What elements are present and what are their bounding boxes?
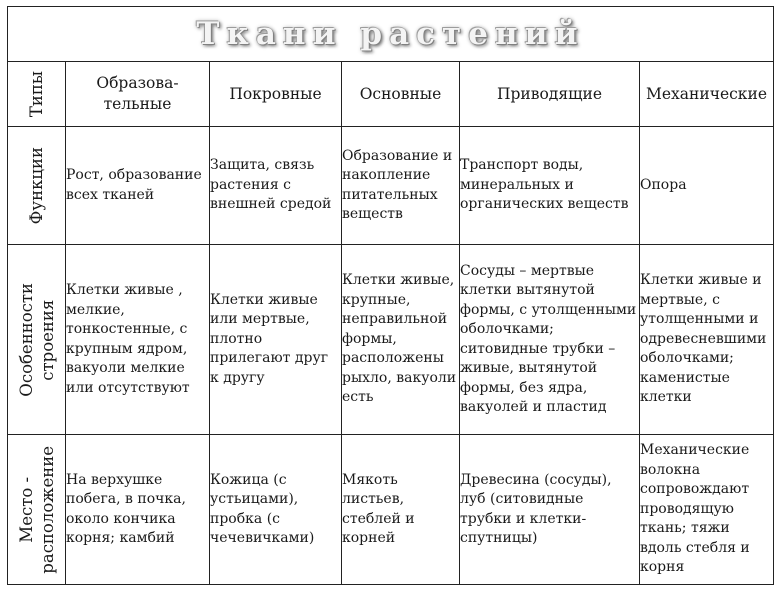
- text-line: или мертвые,: [210, 311, 310, 328]
- header-educational: [66, 62, 210, 127]
- text-line: есть: [342, 389, 374, 406]
- row-header-types: [8, 62, 66, 127]
- header-line: Приводящие: [496, 84, 603, 103]
- text-line: Механические: [640, 442, 750, 459]
- header-ground: [342, 62, 460, 127]
- types-row: [8, 62, 774, 127]
- text-line: корня: [640, 559, 685, 576]
- row-label-line: расположение: [37, 445, 57, 574]
- text-line: органических веществ: [460, 196, 629, 213]
- text-line: расположены: [342, 350, 444, 367]
- text-line: Сосуды – мертвые: [460, 262, 595, 279]
- row-header-functions: [8, 127, 66, 245]
- text-line: каменистые: [640, 369, 730, 386]
- text-line: растения с: [210, 176, 291, 193]
- text-line: Древесина (сосуды),: [460, 471, 612, 488]
- row-header-structure: [8, 245, 66, 435]
- text-line: рыхло, вакуоли: [342, 369, 457, 386]
- structure-cell-mechanical: [640, 245, 774, 435]
- function-cell-mechanical: [640, 127, 774, 245]
- text-line: всех тканей: [66, 186, 155, 203]
- title-cell: [8, 7, 774, 62]
- location-cell-conductive: [460, 435, 640, 585]
- row-label-structure: [16, 283, 58, 397]
- text-line: Мякоть: [342, 471, 398, 488]
- structure-cell-ground: [342, 245, 460, 435]
- function-cell-educational: [66, 127, 210, 245]
- text-line: веществ: [342, 206, 403, 222]
- text-line: ситовидные трубки –: [460, 340, 616, 357]
- text-line: волокна: [640, 461, 701, 478]
- text-line: или отсутствуют: [66, 379, 190, 396]
- text-line: вдоль стебля и: [640, 539, 750, 556]
- text-line: вакуолей и пластид: [460, 399, 607, 415]
- text-line: живые, вытянутой: [460, 360, 598, 376]
- text-line: чечевичками): [210, 530, 315, 546]
- text-line: одревесневшими: [640, 330, 767, 347]
- location-cell-educational: [66, 435, 210, 585]
- text-line: оболочками;: [640, 350, 734, 367]
- text-line: крупным ядром,: [66, 340, 188, 357]
- text-line: мертвые, с: [640, 291, 720, 308]
- text-line: прилегают друг: [210, 350, 329, 367]
- header-line: Механические: [646, 84, 767, 103]
- text-line: устьицами),: [210, 491, 299, 507]
- text-line: Клетки живые: [210, 291, 318, 308]
- text-line: формы,: [342, 330, 397, 347]
- text-line: вакуоли мелкие: [66, 360, 185, 376]
- function-cell-ground: [342, 127, 460, 245]
- location-cell-mechanical: [640, 435, 774, 585]
- table-title: Ткани растений: [196, 16, 585, 52]
- row-label-line: строения: [37, 298, 57, 381]
- text-line: Опора: [640, 176, 687, 193]
- text-line: Рост, образование: [66, 167, 202, 183]
- structure-cell-conductive: [460, 245, 640, 435]
- header-line: Образова-: [96, 74, 179, 92]
- text-line: питательных: [342, 186, 438, 203]
- text-line: Транспорт воды,: [460, 157, 584, 174]
- location-cell-integumentary: [210, 435, 342, 585]
- text-line: Клетки живые и: [640, 272, 762, 289]
- plant-tissues-table: [7, 6, 774, 585]
- functions-row: [8, 127, 774, 245]
- text-line: Клетки живые,: [342, 272, 455, 289]
- text-line: спутницы): [460, 530, 538, 546]
- structure-cell-educational: [66, 245, 210, 435]
- text-line: луб (ситовидные: [460, 491, 584, 507]
- text-line: Защита, связь: [210, 157, 315, 174]
- text-line: трубки и клетки-: [460, 510, 587, 527]
- text-line: побега, в почка,: [66, 491, 186, 507]
- text-line: сопровождают: [640, 481, 750, 498]
- text-line: крупные,: [342, 291, 411, 308]
- structure-row: [8, 245, 774, 435]
- text-line: формы, с утолщенными: [460, 301, 637, 318]
- text-line: клетки вытянутой: [460, 282, 595, 298]
- text-line: Образование и: [342, 147, 453, 164]
- text-line: минеральных и: [460, 176, 574, 193]
- text-line: внешней средой: [210, 196, 332, 213]
- text-line: пробка (с: [210, 510, 280, 527]
- row-label-location: [16, 446, 58, 574]
- text-line: листьев,: [342, 491, 405, 507]
- text-line: ткань; тяжи: [640, 520, 730, 537]
- header-line: Покровные: [229, 84, 322, 103]
- text-line: накопление: [342, 167, 431, 183]
- text-line: стеблей и: [342, 510, 415, 527]
- text-line: оболочками;: [460, 321, 554, 337]
- text-line: Кожица (с: [210, 471, 287, 488]
- title-row: [8, 7, 774, 62]
- row-label-line: Особенности: [16, 282, 36, 397]
- location-cell-ground: [342, 435, 460, 585]
- row-header-location: [8, 435, 66, 585]
- text-line: тонкостенные, с: [66, 321, 188, 337]
- text-line: неправильной: [342, 311, 448, 328]
- header-conductive: [460, 62, 640, 127]
- text-line: На верхушке: [66, 471, 163, 488]
- header-line: тельные: [103, 95, 172, 113]
- text-line: к другу: [210, 369, 265, 386]
- text-line: мелкие,: [66, 301, 125, 318]
- header-line: Основные: [359, 84, 442, 103]
- structure-cell-integumentary: [210, 245, 342, 435]
- row-label-types: Типы: [27, 70, 46, 118]
- text-line: около кончика: [66, 510, 176, 527]
- header-mechanical: [640, 62, 774, 127]
- header-integumentary: [210, 62, 342, 127]
- text-line: формы, без ядра,: [460, 379, 588, 396]
- function-cell-integumentary: [210, 127, 342, 245]
- text-line: утолщенными и: [640, 311, 759, 328]
- text-line: корней: [342, 530, 396, 546]
- text-line: плотно: [210, 330, 263, 347]
- row-label-functions: Функции: [27, 146, 46, 225]
- text-line: корня; камбий: [66, 530, 175, 546]
- text-line: клетки: [640, 389, 692, 406]
- function-cell-conductive: [460, 127, 640, 245]
- text-line: Клетки живые ,: [66, 282, 183, 298]
- location-row: [8, 435, 774, 585]
- text-line: проводящую: [640, 500, 734, 517]
- row-label-line: Место -: [16, 476, 36, 543]
